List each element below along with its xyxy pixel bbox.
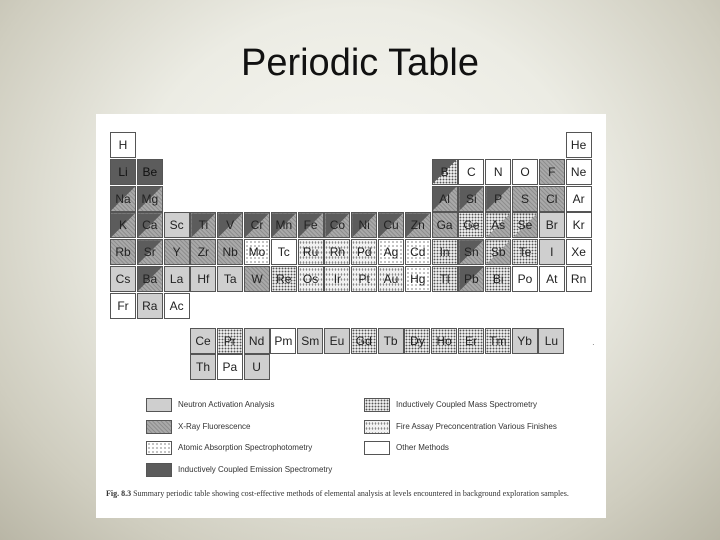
element-symbol: Er (465, 334, 477, 348)
element-cell-mn (271, 212, 297, 238)
element-symbol: B (440, 164, 449, 179)
element-cell-at (539, 266, 565, 292)
element-cell-c (458, 159, 484, 185)
element-symbol: O (520, 164, 530, 179)
element-cell-cs (110, 266, 136, 292)
element-symbol: U (252, 360, 261, 374)
element-symbol: Ru (302, 245, 319, 260)
element-symbol: Re (276, 272, 292, 286)
element-cell-rh (324, 239, 350, 265)
element-cell-o (512, 159, 538, 185)
lanthanide-cell-yb (512, 328, 538, 354)
legend-label-fire: Fire Assay Preconcentration Various Finishes (396, 421, 557, 431)
lanthanide-cell-pm (270, 328, 296, 354)
element-cell-ni (351, 212, 377, 238)
element-cell-pt (351, 266, 377, 292)
element-cell-as (485, 212, 511, 238)
element-cell-p (485, 186, 511, 212)
legend-swatch-icpms (364, 398, 390, 412)
element-cell-ag (378, 239, 404, 265)
element-symbol: Y (172, 245, 181, 260)
element-symbol: Zn (410, 218, 425, 233)
actinide-cell-pa (217, 354, 243, 380)
element-cell-au (378, 266, 404, 292)
element-symbol: H (118, 138, 128, 152)
element-cell-ra (137, 293, 163, 319)
element-symbol: Ra (142, 298, 158, 313)
element-cell-cl (539, 186, 565, 212)
element-symbol: Tm (489, 334, 507, 348)
element-symbol: Ac (169, 298, 184, 313)
element-cell-mg (137, 186, 163, 212)
element-cell-na (110, 186, 136, 212)
element-symbol: Mg (141, 191, 159, 206)
element-symbol: Pt (358, 272, 370, 286)
element-symbol: Pm (274, 334, 293, 348)
legend-swatch-icp (146, 463, 172, 477)
element-symbol: Ta (223, 272, 237, 286)
element-cell-n (485, 159, 511, 185)
element-symbol: Ba (142, 272, 158, 286)
element-cell-nb (217, 239, 243, 265)
element-symbol: Se (517, 218, 533, 233)
element-cell-mo (244, 239, 270, 265)
element-symbol: As (491, 218, 506, 233)
element-symbol: Yb (517, 334, 532, 348)
element-symbol: Cd (410, 245, 426, 260)
element-cell-ba (137, 266, 163, 292)
element-symbol: Au (383, 272, 399, 286)
actinide-cell-th (190, 354, 216, 380)
element-symbol: Lu (544, 334, 559, 348)
element-cell-rn (566, 266, 592, 292)
element-cell-te (512, 239, 538, 265)
element-symbol: Zr (197, 245, 210, 260)
element-symbol: Si (466, 191, 477, 206)
element-symbol: Co (329, 218, 346, 233)
element-symbol: W (251, 272, 263, 286)
element-symbol: Pr (223, 334, 236, 348)
element-symbol: Eu (329, 334, 345, 348)
element-cell-os (298, 266, 324, 292)
element-cell-ac (164, 293, 190, 319)
element-symbol: Ag (383, 245, 399, 260)
element-cell-xe (566, 239, 592, 265)
element-symbol: Sr (143, 245, 156, 260)
element-cell-fr (110, 293, 136, 319)
element-symbol: Li (118, 164, 128, 179)
lanthanide-cell-dy (404, 328, 430, 354)
element-cell-ir (324, 266, 350, 292)
element-symbol: N (493, 164, 503, 179)
element-cell-cd (405, 239, 431, 265)
element-symbol: At (546, 272, 558, 286)
legend-swatch-other (364, 441, 390, 455)
element-cell-k (110, 212, 136, 238)
element-symbol: Nd (248, 334, 265, 348)
lanthanide-cell-er (458, 328, 484, 354)
legend-label-xrf: X-Ray Fluorescence (178, 421, 251, 431)
element-symbol: Th (195, 360, 210, 374)
element-cell-w (244, 266, 270, 292)
element-symbol: Be (142, 164, 158, 179)
element-symbol: Ir (333, 272, 342, 286)
element-cell-hg (405, 266, 431, 292)
legend-label-neutron: Neutron Activation Analysis (178, 400, 275, 409)
legend-label-icpms: Inductively Coupled Mass Spectrometry (396, 400, 537, 409)
legend-swatch-neutron (146, 398, 172, 412)
element-cell-i (539, 239, 565, 265)
lanthanide-cell-ce (190, 328, 216, 354)
element-cell-ar (566, 186, 592, 212)
legend-swatch-fire (364, 420, 390, 434)
element-cell-re (271, 266, 297, 292)
element-symbol: Cu (383, 218, 399, 233)
element-cell-v (217, 212, 243, 238)
element-symbol: Ni (358, 218, 370, 233)
element-symbol: Pa (222, 360, 238, 374)
element-cell-br (539, 212, 565, 238)
element-symbol: S (520, 191, 529, 206)
legend-label-icp: Inductively Coupled Emission Spectrometry (178, 464, 333, 474)
element-symbol: Cs (115, 272, 131, 286)
element-symbol: Sc (169, 218, 184, 233)
legend-swatch-aas (146, 441, 172, 455)
element-cell-sc (164, 212, 190, 238)
element-symbol: Pd (356, 245, 372, 260)
element-cell-la (164, 266, 190, 292)
figure-mark: · (592, 340, 595, 349)
element-symbol: Sm (301, 334, 320, 348)
element-symbol: Hg (410, 272, 426, 286)
element-cell-cr (244, 212, 270, 238)
element-symbol: Pb (464, 272, 479, 286)
element-symbol: F (548, 164, 556, 179)
element-cell-pb (458, 266, 484, 292)
lanthanide-cell-tb (378, 328, 404, 354)
element-symbol: Ga (436, 218, 453, 233)
element-cell-sr (137, 239, 163, 265)
element-symbol: Ce (195, 334, 211, 348)
element-cell-y (164, 239, 190, 265)
legend-label-aas: Atomic Absorption Spectrophotometry (178, 443, 313, 452)
lanthanide-cell-gd (351, 328, 377, 354)
element-symbol: Gd (355, 334, 372, 348)
element-cell-pd (351, 239, 377, 265)
element-cell-kr (566, 212, 592, 238)
element-symbol: Na (115, 191, 131, 206)
element-symbol: C (467, 164, 476, 179)
lanthanide-cell-ho (431, 328, 457, 354)
element-cell-po (512, 266, 538, 292)
lanthanide-cell-eu (324, 328, 350, 354)
element-symbol: Sn (464, 245, 479, 260)
element-symbol: Tl (439, 272, 450, 286)
element-symbol: Rh (329, 245, 346, 260)
element-cell-in (432, 239, 458, 265)
element-symbol: Br (545, 218, 558, 233)
lanthanide-cell-sm (297, 328, 323, 354)
element-symbol: He (570, 138, 587, 152)
element-symbol: P (494, 191, 503, 206)
actinide-cell-u (244, 354, 270, 380)
element-cell-tc (271, 239, 297, 265)
caption-text: Summary periodic table showing cost-effective methods of elemental analysis at levels encountered in background exploration samples. (133, 489, 569, 498)
element-symbol: Mn (275, 218, 293, 233)
element-symbol: Bi (492, 272, 504, 286)
element-cell-ne (566, 159, 592, 185)
element-symbol: Kr (572, 218, 585, 233)
element-symbol: Hf (197, 272, 210, 286)
periodic-table-figure (96, 114, 606, 518)
slide-title: Periodic Table (240, 42, 479, 84)
element-symbol: Ti (198, 218, 209, 233)
element-symbol: K (118, 218, 127, 233)
element-cell-ga (432, 212, 458, 238)
element-symbol: Tb (383, 334, 398, 348)
element-cell-s (512, 186, 538, 212)
element-cell-he (566, 132, 592, 158)
element-cell-be (137, 159, 163, 185)
element-cell-ta (217, 266, 243, 292)
lanthanide-cell-pr (217, 328, 243, 354)
element-cell-ge (458, 212, 484, 238)
element-symbol: Mo (248, 245, 266, 260)
element-symbol: Ne (570, 164, 587, 179)
element-cell-h (110, 132, 136, 158)
element-symbol: Dy (410, 334, 425, 348)
lanthanide-cell-tm (485, 328, 511, 354)
element-symbol: Fr (117, 298, 129, 313)
element-symbol: Tc (277, 245, 290, 260)
element-cell-zr (190, 239, 216, 265)
element-cell-f (539, 159, 565, 185)
element-symbol: V (226, 218, 235, 233)
element-cell-hf (190, 266, 216, 292)
element-symbol: In (439, 245, 450, 260)
element-symbol: Xe (571, 245, 586, 260)
element-symbol: Rn (570, 272, 587, 286)
element-cell-li (110, 159, 136, 185)
element-symbol: Ge (463, 218, 480, 233)
element-symbol: Nb (222, 245, 238, 260)
lanthanide-cell-lu (538, 328, 564, 354)
element-symbol: Ca (142, 218, 158, 233)
element-cell-sn (458, 239, 484, 265)
element-cell-ca (137, 212, 163, 238)
caption-label: Fig. 8.3 (106, 489, 132, 498)
element-cell-ti (190, 212, 216, 238)
element-symbol: Po (517, 272, 533, 286)
element-cell-fe (298, 212, 324, 238)
element-symbol: La (169, 272, 184, 286)
element-cell-al (432, 186, 458, 212)
element-cell-zn (405, 212, 431, 238)
legend-label-other: Other Methods (396, 443, 449, 452)
element-symbol: Ar (572, 191, 585, 206)
element-symbol: Rb (115, 245, 131, 260)
element-symbol: Al (439, 191, 450, 206)
element-symbol: Fe (303, 218, 318, 233)
element-cell-sb (485, 239, 511, 265)
element-cell-cu (378, 212, 404, 238)
figure-caption (106, 488, 586, 499)
element-symbol: Os (302, 272, 319, 286)
element-cell-tl (432, 266, 458, 292)
element-symbol: Ho (436, 334, 452, 348)
lanthanide-cell-nd (244, 328, 270, 354)
element-symbol: Sb (490, 245, 506, 260)
element-symbol: Te (518, 245, 532, 260)
element-cell-se (512, 212, 538, 238)
element-cell-b (432, 159, 458, 185)
element-cell-ru (298, 239, 324, 265)
element-cell-bi (485, 266, 511, 292)
element-cell-rb (110, 239, 136, 265)
element-cell-co (324, 212, 350, 238)
element-cell-si (458, 186, 484, 212)
legend-swatch-xrf (146, 420, 172, 434)
element-symbol: Cr (250, 218, 264, 233)
element-symbol: I (550, 245, 554, 260)
element-symbol: Cl (546, 191, 558, 206)
